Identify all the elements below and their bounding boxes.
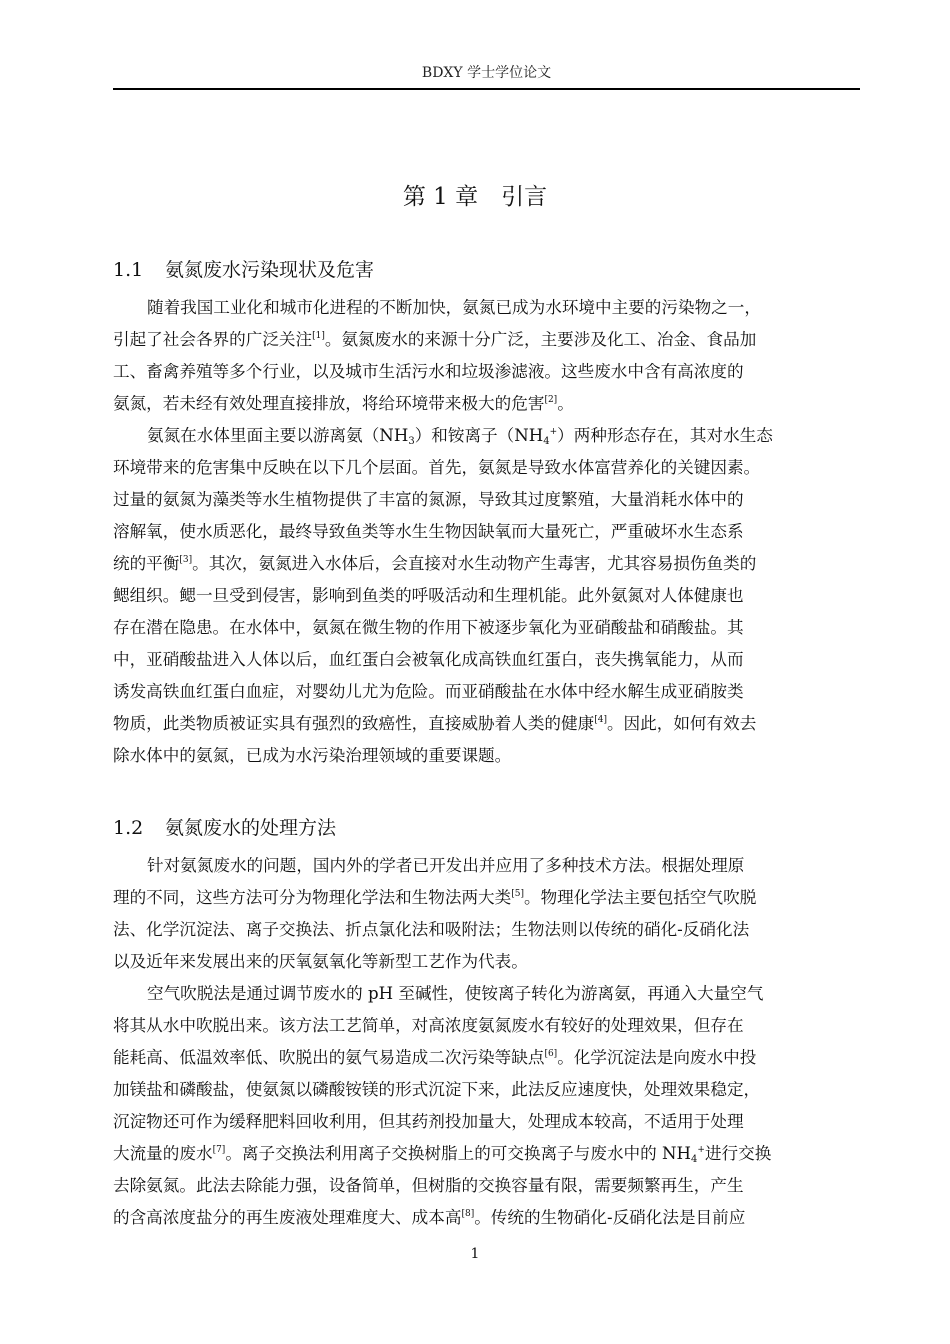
citation: [2]: [544, 395, 558, 405]
text-line: 能耗高、低温效率低、吹脱出的氨气易造成二次污染等缺点[6]。化学沉淀法是向废水中投: [113, 1048, 757, 1067]
text-line: 随着我国工业化和城市化进程的不断加快，氨氮已成为水环境中主要的污染物之一，: [147, 298, 761, 317]
text-line: 存在潜在隐患。在水体中，氨氮在微生物的作用下被逐步氧化为亚硝酸盐和硝酸盐。其: [113, 618, 744, 637]
text-line: 空气吹脱法是通过调节废水的 pH 至碱性，使铵离子转化为游离氨，再通入大量空气: [147, 984, 764, 1003]
citation: [3]: [179, 555, 193, 565]
citation: [6]: [544, 1049, 558, 1059]
text-line: 法、化学沉淀法、离子交换法、折点氯化法和吸附法；生物法则以传统的硝化-反硝化法: [113, 920, 750, 939]
section-title: 氨氮废水污染现状及危害: [165, 259, 375, 281]
text-line: 沉淀物还可作为缓释肥料回收利用，但其药剂投加量大，处理成本较高，不适用于处理: [113, 1112, 744, 1131]
citation: [4]: [594, 715, 607, 725]
text-line: 氨氮在水体里面主要以游离氨$(NH_3)$和铵离子$(NH_4^+)$两种形态存在，其对水生态: [147, 426, 773, 447]
text-line: 环境带来的危害集中反映在以下几个层面。首先，氨氮是导致水体富营养化的关键因素。: [113, 458, 761, 477]
page-number: 1: [470, 1246, 480, 1262]
text-line: 的含高浓度盐分的再生废液处理难度大、成本高[8]。传统的生物硝化-反硝化法是目前应: [113, 1208, 746, 1227]
text-line: 中，亚硝酸盐进入人体以后，血红蛋白会被氧化成高铁血红蛋白，丧失携氧能力，从而: [113, 650, 744, 669]
text-line: 将其从水中吹脱出来。该方法工艺简单，对高浓度氨氮废水有较好的处理效果，但存在: [113, 1016, 744, 1035]
citation: [1]: [312, 331, 325, 341]
section-number: 1.2: [113, 817, 144, 839]
text-line: 溶解氧，使水质恶化，最终导致鱼类等水生生物因缺氧而大量死亡，严重破坏水生态系: [113, 522, 744, 541]
superscript: +: [549, 427, 558, 437]
section-number: 1.1: [113, 259, 144, 281]
text-line: 统的平衡[3]。其次，氨氮进入水体后，会直接对水生动物产生毒害，尤其容易损伤鱼类的: [113, 554, 757, 573]
text-line: 去除氨氮。此法去除能力强，设备简单，但树脂的交换容量有限，需要频繁再生，产生: [113, 1176, 744, 1195]
text-line: 以及近年来发展出来的厌氧氨氧化等新型工艺作为代表。: [113, 952, 528, 971]
text-line: 理的不同，这些方法可分为物理化学法和生物法两大类[5]。物理化学法主要包括空气吹脱: [113, 888, 757, 907]
text-line: 大流量的废水[7]。离子交换法利用离子交换树脂上的可交换离子与废水中的 $NH_4^+$进行交换: [113, 1144, 772, 1165]
text-line: 物质，此类物质被证实具有强烈的致癌性，直接威胁着人类的健康[4]。因此，如何有效去: [113, 714, 757, 733]
paragraph-1-2-b: [113, 978, 858, 1234]
paragraph-1-1-b: [113, 420, 858, 772]
section-heading-1-1: [113, 255, 374, 282]
text-line: 鳃组织。鳃一旦受到侵害，影响到鱼类的呼吸活动和生理机能。此外氨氮对人体健康也: [113, 586, 744, 605]
text-line: 引起了社会各界的广泛关注[1]。氨氮废水的来源十分广泛，主要涉及化工、冶金、食品加: [113, 330, 757, 349]
text-line: 过量的氨氮为藻类等水生植物提供了丰富的氮源，导致其过度繁殖，大量消耗水体中的: [113, 490, 744, 509]
citation: [5]: [511, 889, 524, 899]
text-line: 氨氮，若未经有效处理直接排放，将给环境带来极大的危害[2]。: [113, 394, 574, 413]
text-line: 针对氨氮废水的问题，国内外的学者已开发出并应用了多种技术方法。根据处理原: [147, 856, 745, 875]
text-line: 诱发高铁血红蛋白血症，对婴幼儿尤为危险。而亚硝酸盐在水体中经水解生成亚硝胺类: [113, 682, 744, 701]
citation: [7]: [212, 1145, 226, 1155]
running-header: BDXY 学士学位论文: [113, 62, 860, 90]
paragraph-1-2-a: [113, 850, 858, 978]
citation: [8]: [461, 1209, 475, 1219]
section-title: 氨氮废水的处理方法: [165, 817, 337, 839]
text-line: 除水体中的氨氮，已成为水污染治理领域的重要课题。: [113, 746, 512, 765]
chapter-title: 第 1 章 引言: [402, 184, 548, 210]
paragraph-1-1-a: [113, 292, 858, 420]
subscript: 4: [691, 1154, 698, 1165]
subscript: 4: [543, 436, 550, 447]
superscript: +: [697, 1145, 705, 1155]
text-line: 加镁盐和磷酸盐，使氨氮以磷酸铵镁的形式沉淀下来，此法反应速度快，处理效果稳定，: [113, 1080, 761, 1099]
subscript: 3: [408, 436, 415, 447]
text-line: 工、畜禽养殖等多个行业，以及城市生活污水和垃圾渗滤液。这些废水中含有高浓度的: [113, 362, 744, 381]
section-heading-1-2: [113, 813, 336, 840]
